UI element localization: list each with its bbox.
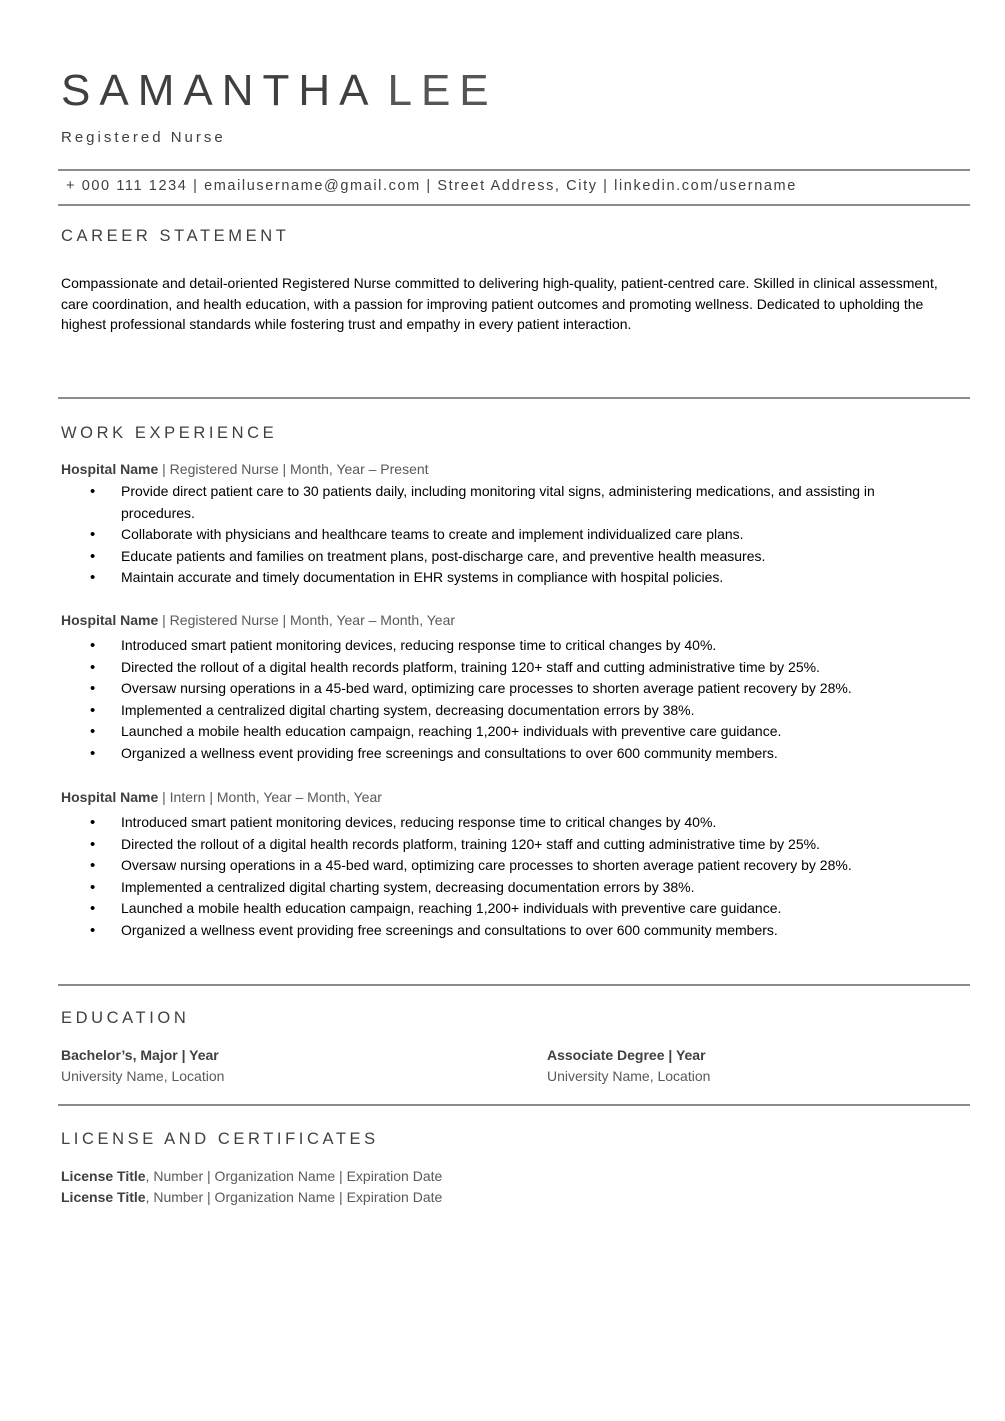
divider (58, 397, 970, 399)
list-item: • Introduced smart patient monitoring devices, reducing response time to critical changes by 40%. (61, 635, 941, 657)
job-bullets (61, 812, 941, 941)
list-item: • Launched a mobile health education campaign, reaching 1,200+ individuals with preventive care guidance. (61, 898, 941, 920)
list-item: • Organized a wellness event providing free screenings and consultations to over 600 community members. (61, 743, 941, 765)
education-item (547, 1045, 710, 1087)
list-item: • Collaborate with physicians and healthcare teams to create and implement individualized care plans. (61, 524, 941, 546)
job-bullets (61, 635, 941, 764)
job-header (61, 612, 455, 628)
list-item: • Launched a mobile health education campaign, reaching 1,200+ individuals with preventive care guidance. (61, 721, 941, 743)
job-header (61, 789, 382, 805)
work-heading: WORK EXPERIENCE (61, 424, 278, 442)
list-item: • Directed the rollout of a digital health records platform, training 120+ staff and cutting administrative time by 25%. (61, 834, 941, 856)
license-item (61, 1166, 442, 1187)
job-details: | Intern | Month, Year – Month, Year (158, 789, 382, 805)
education-heading: EDUCATION (61, 1009, 190, 1027)
job-bullets (61, 481, 941, 589)
employer: Hospital Name (61, 461, 159, 477)
license-title: License Title (61, 1168, 146, 1184)
school: University Name, Location (547, 1068, 711, 1084)
job-details: | Registered Nurse | Month, Year – Month, Year (158, 612, 456, 628)
list-item: • Oversaw nursing operations in a 45-bed ward, optimizing care processes to shorten average patient recovery by 28%. (61, 678, 941, 700)
list-item: • Educate patients and families on treatment plans, post-discharge care, and preventive health measures. (61, 546, 941, 568)
career-statement: Compassionate and detail-oriented Registered Nurse committed to delivering high-quality, patient-centred care. Skilled in clinical assessment, care coordination, and health education, with a passion for improving patient outcomes and promoting wellness. Dedicated to upholding the highest professional standards while fostering trust and empathy in every patient interaction. (61, 275, 938, 333)
list-item: • Organized a wellness event providing free screenings and consultations to over 600 community members. (61, 920, 941, 942)
last-name: LEE (387, 66, 498, 115)
licenses-heading: LICENSE AND CERTIFICATES (61, 1130, 379, 1148)
school: University Name, Location (61, 1068, 225, 1084)
license-item (61, 1187, 442, 1208)
employer: Hospital Name (61, 789, 159, 805)
list-item: • Oversaw nursing operations in a 45-bed ward, optimizing care processes to shorten average patient recovery by 28%. (61, 855, 941, 877)
divider (58, 204, 970, 206)
education-item (61, 1045, 224, 1087)
license-details: , Number | Organization Name | Expiration Date (145, 1189, 443, 1205)
divider (58, 169, 970, 171)
contact-line: + 000 111 1234 | emailusername@gmail.com | Street Address, City | linkedin.com/username (66, 178, 797, 194)
job-title: Registered Nurse (61, 129, 226, 146)
list-item: • Introduced smart patient monitoring devices, reducing response time to critical changes by 40%. (61, 812, 941, 834)
list-item: • Maintain accurate and timely documentation in EHR systems in compliance with hospital policies. (61, 567, 941, 589)
list-item: • Implemented a centralized digital charting system, decreasing documentation errors by 38%. (61, 700, 941, 722)
job-details: | Registered Nurse | Month, Year – Present (158, 461, 429, 477)
license-details: , Number | Organization Name | Expiration Date (145, 1168, 443, 1184)
candidate-name (61, 66, 498, 116)
employer: Hospital Name (61, 612, 159, 628)
first-name: SAMANTHA (61, 66, 378, 115)
divider (58, 1104, 970, 1106)
degree: Bachelor’s, Major | Year (61, 1047, 219, 1063)
list-item: • Directed the rollout of a digital health records platform, training 120+ staff and cutting administrative time by 25%. (61, 657, 941, 679)
list-item: • Provide direct patient care to 30 patients daily, including monitoring vital signs, administering medications, and assisting in procedures. (61, 481, 941, 524)
degree: Associate Degree | Year (547, 1047, 706, 1063)
license-title: License Title (61, 1189, 146, 1205)
job-header (61, 461, 429, 477)
list-item: • Implemented a centralized digital charting system, decreasing documentation errors by 38%. (61, 877, 941, 899)
divider (58, 984, 970, 986)
career-heading: CAREER STATEMENT (61, 227, 290, 245)
